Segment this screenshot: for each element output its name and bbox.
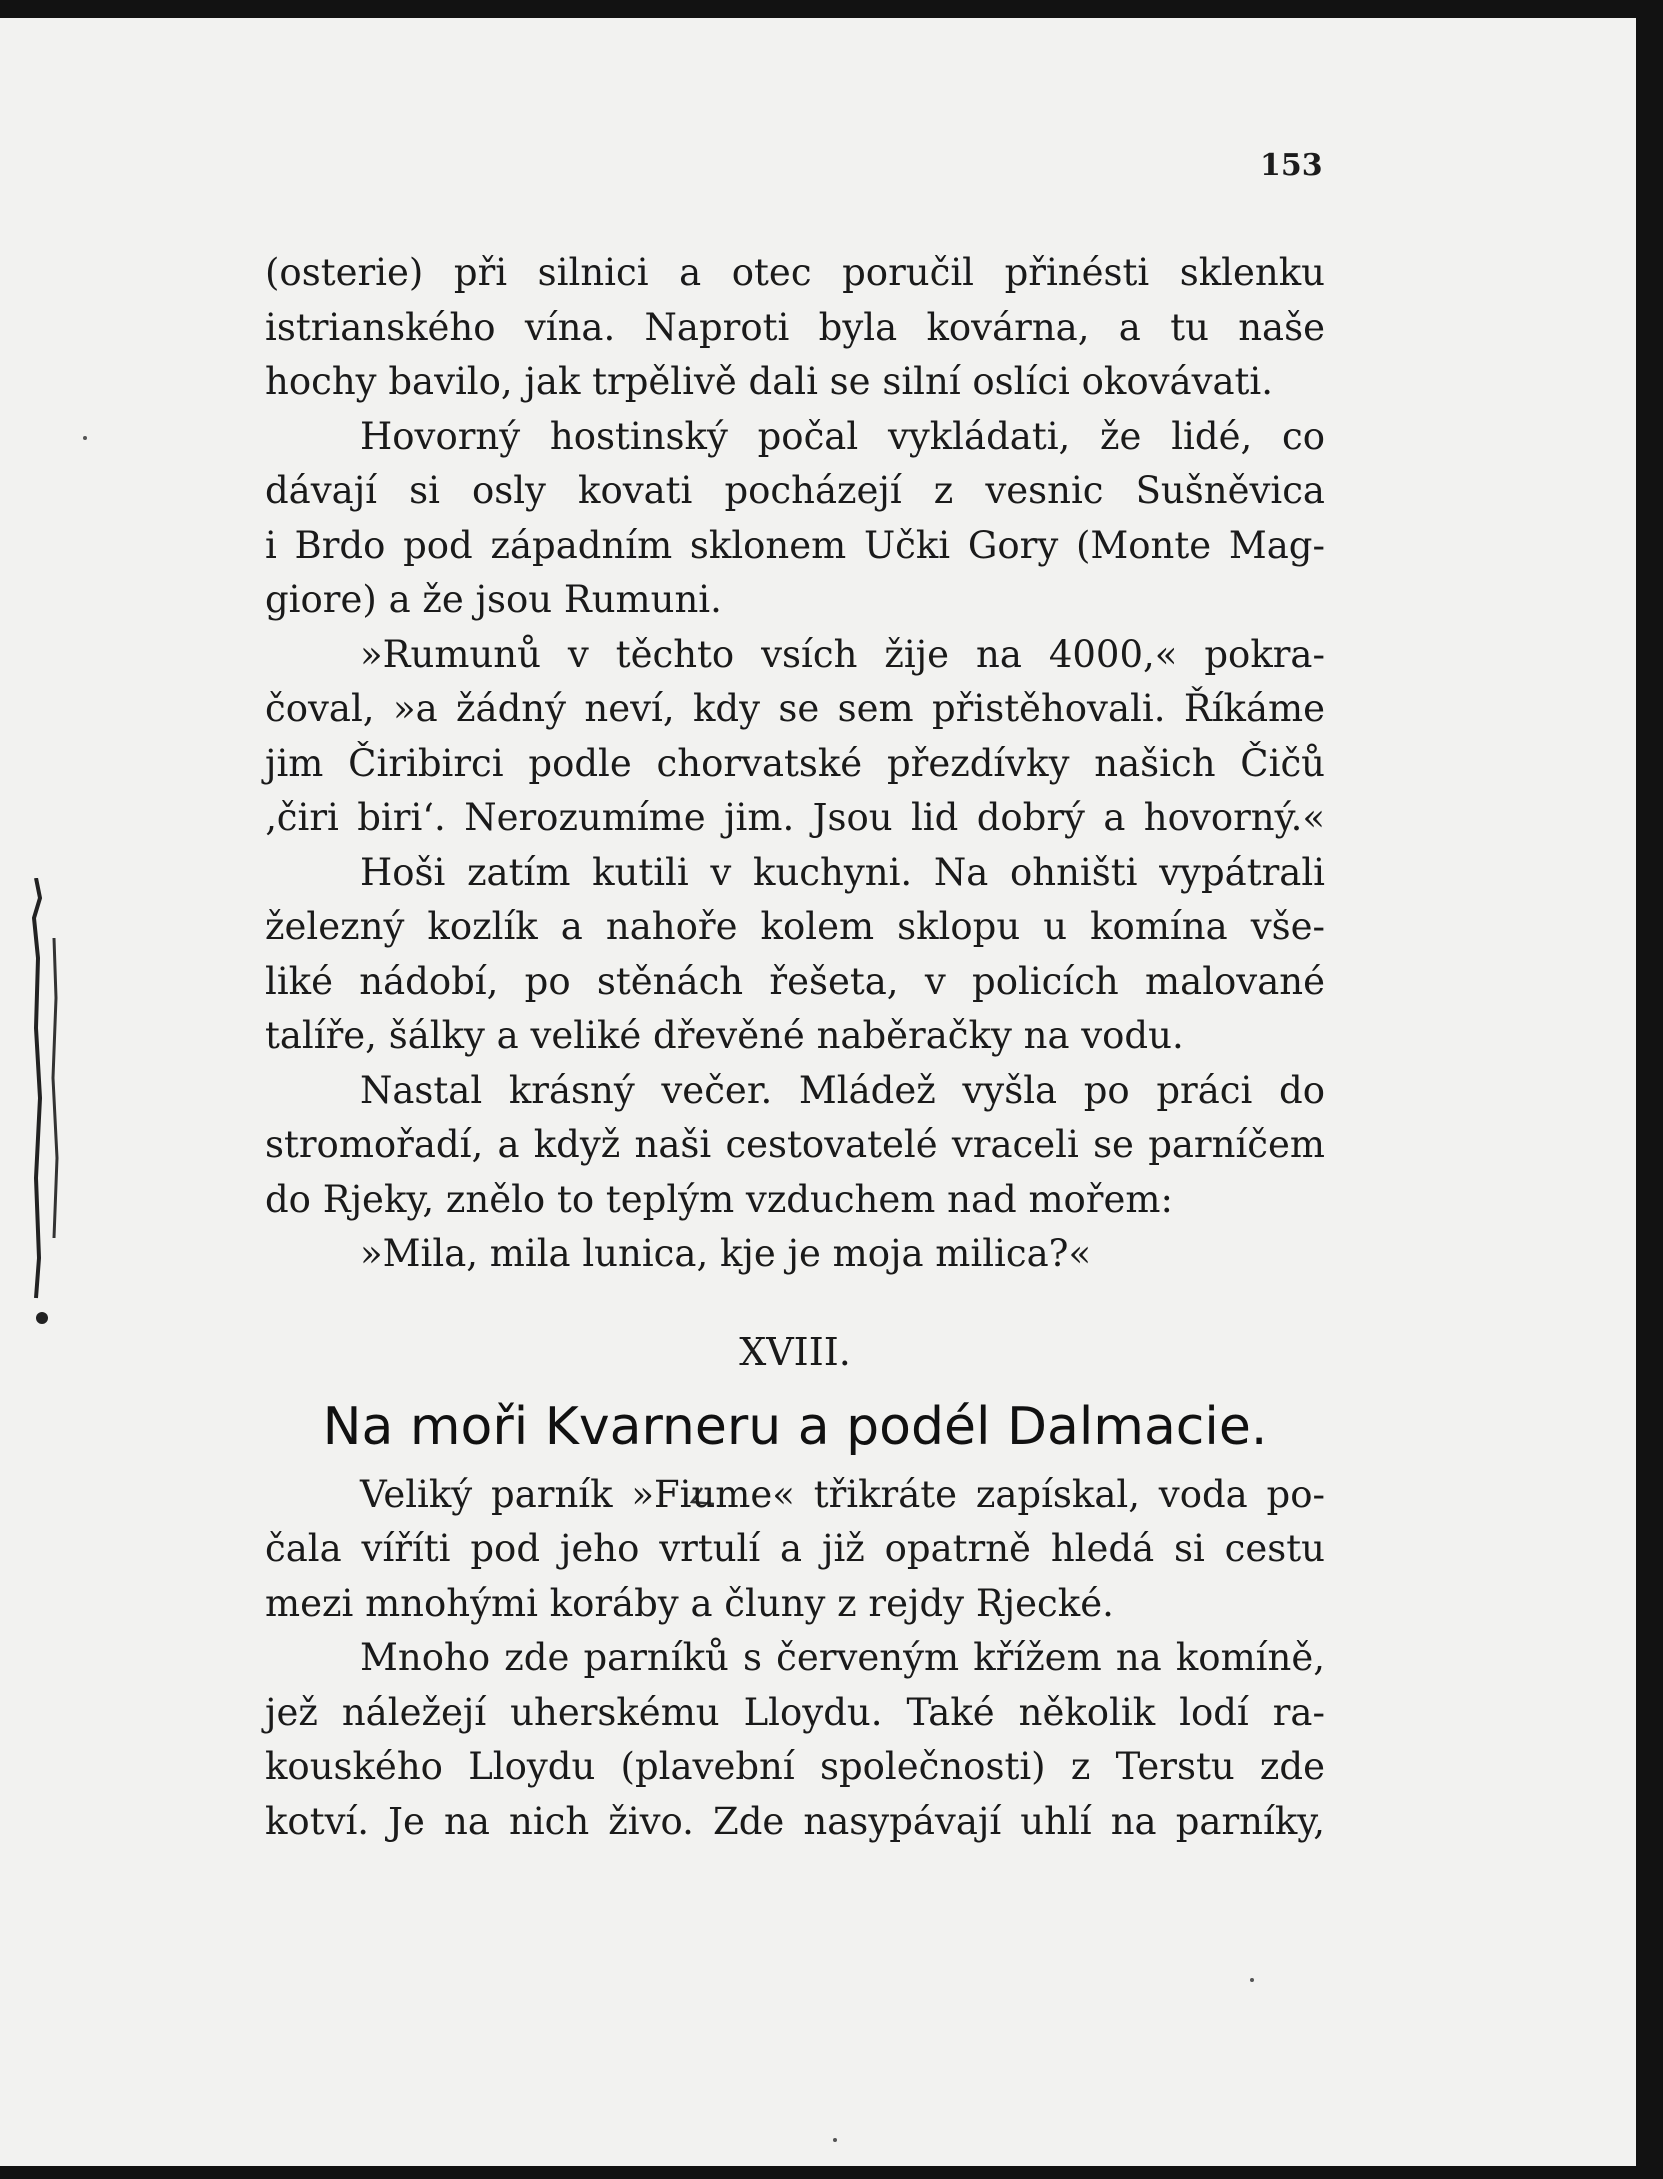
text-line: železný kozlík a nahoře kolem sklopu u komína vše- [265, 905, 1325, 948]
body-text [265, 246, 1325, 1849]
stray-dot [83, 436, 87, 440]
text-line: talíře, šálky a veliké dřevěné naběračky na vodu. [265, 1014, 1184, 1057]
text-line: dávají si osly kovati pocházejí z vesnic Sušněvica [265, 469, 1325, 512]
text-line: Veliký parník »Fiume« třikráte zapískal, voda po- [360, 1472, 1325, 1516]
text-line: Hoši zatím kutili v kuchyni. Na ohništi vypátrali [360, 850, 1325, 894]
text-line: ‚čiri biri‘. Nerozumíme jim. Jsou lid dobrý a hovorný.« [265, 796, 1325, 839]
text-line: čala víříti pod jeho vrtulí a již opatrně hledá si cestu [265, 1527, 1325, 1570]
text-line: istrianského vína. Naproti byla kovárna, a tu naše [265, 305, 1325, 349]
chapter-number: XVIII. [739, 1329, 851, 1374]
text-line: Hovorný hostinský počal vykládati, že lidé, co [360, 414, 1325, 458]
stray-dot [833, 2138, 837, 2142]
binding-margin-mark [26, 878, 60, 1328]
text-line: mezi mnohými koráby a čluny z rejdy Rjecké. [265, 1581, 1114, 1625]
text-line: giore) a že jsou Rumuni. [265, 578, 722, 621]
chapter-title: Na moři Kvarneru a podél Dalmacie. [322, 1396, 1268, 1457]
text-line: liké nádobí, po stěnách řešeta, v policích malované [265, 959, 1325, 1003]
text-line: Nastal krásný večer. Mládež vyšla po práci do [360, 1068, 1325, 1112]
text-line: »Mila, mila lunica, kje je moja milica?« [360, 1232, 1092, 1275]
text-line: kotví. Je na nich živo. Zde nasypávají uhlí na parníky, [265, 1799, 1325, 1843]
text-line: čoval, »a žádný neví, kdy se sem přistěhovali. Říkáme [265, 687, 1325, 730]
text-line: Mnoho zde parníků s červeným křížem na komíně, [360, 1636, 1325, 1679]
text-line: hochy bavilo, jak trpělivě dali se silní oslíci okovávati. [265, 360, 1274, 403]
stray-dot [1250, 1978, 1254, 1982]
book-page [0, 18, 1636, 2166]
text-line: i Brdo pod západním sklonem Učki Gory (Monte Mag- [265, 523, 1325, 567]
page-number: 153 [1260, 148, 1323, 183]
scan-border [1636, 0, 1663, 2179]
text-line: stromořadí, a když naši cestovatelé vraceli se parníčem [265, 1123, 1325, 1166]
text-line: jim Čiribirci podle chorvatské přezdívky našich Čičů [265, 741, 1325, 785]
text-line: do Rjeky, znělo to teplým vzduchem nad mořem: [265, 1177, 1173, 1221]
text-line: »Rumunů v těchto vsích žije na 4000,« pokra- [360, 632, 1325, 676]
text-line: kouského Lloydu (plavební společnosti) z Terstu zde [265, 1745, 1325, 1788]
text-line: jež náležejí uherskému Lloydu. Také několik lodí ra- [265, 1690, 1325, 1734]
text-line: (osterie) při silnici a otec poručil přinésti sklenku [265, 251, 1325, 294]
